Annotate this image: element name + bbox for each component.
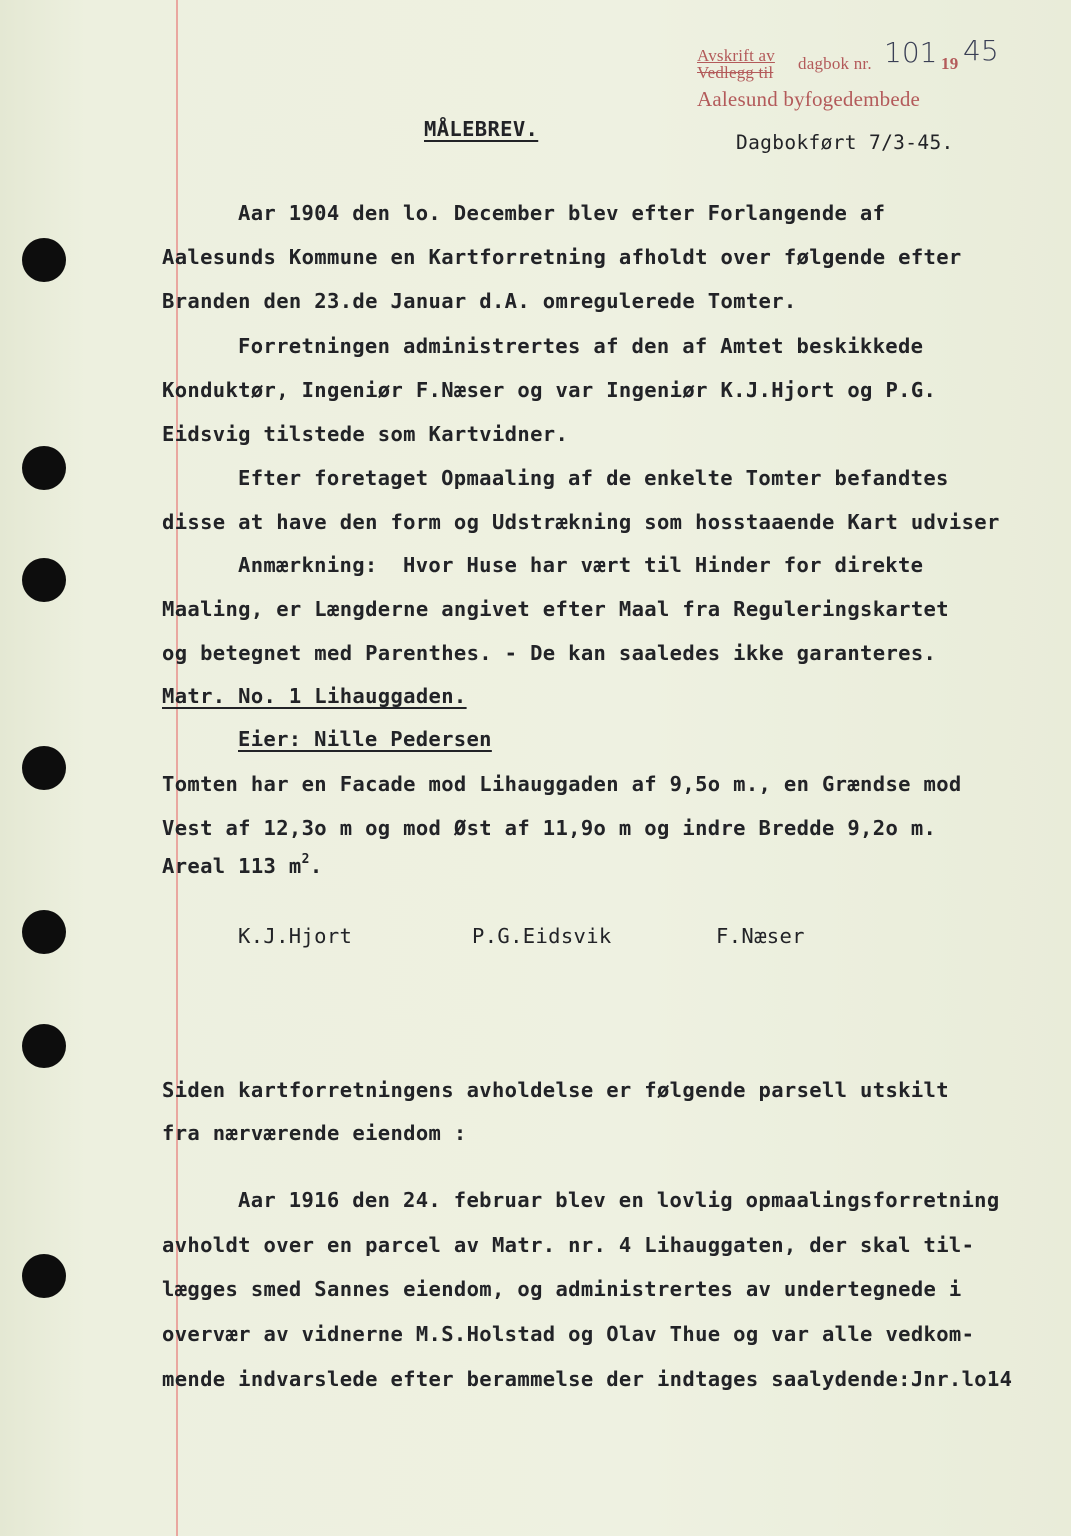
area-line	[162, 852, 323, 878]
stamp-copy-label: Avskrift av	[697, 46, 775, 65]
text-line: lægges smed Sannes eiendom, og administrertes av undertegnede i	[162, 1277, 962, 1301]
dagbok-date-line: Dagbokført 7/3-45.	[736, 131, 954, 154]
signature-naeser: F.Næser	[716, 924, 805, 948]
owner-line: Eier: Nille Pedersen	[238, 727, 492, 751]
text-line: Konduktør, Ingeniør F.Næser og var Ingeniør K.J.Hjort og P.G.	[162, 378, 937, 402]
text-line: Maaling, er Længderne angivet efter Maal fra Reguleringskartet	[162, 597, 949, 621]
stamp-year-prefix: 19	[941, 54, 959, 73]
punch-hole-icon	[22, 1254, 66, 1298]
document-title: MÅLEBREV.	[424, 117, 539, 141]
area-superscript: 2	[301, 852, 310, 867]
punch-hole-icon	[22, 746, 66, 790]
punch-hole-icon	[22, 446, 66, 490]
parcel-heading: Matr. No. 1 Lihauggaden.	[162, 684, 467, 708]
punch-hole-icon	[22, 1024, 66, 1068]
punch-hole-icon	[22, 238, 66, 282]
text-line: Tomten har en Facade mod Lihauggaden af 9,5o m., en Grændse mod	[162, 772, 962, 796]
text-line: disse at have den form og Udstrækning som hosstaaende Kart udviser	[162, 510, 1000, 534]
dagbok-number: 101	[884, 36, 938, 69]
text-line: Forretningen administrertes af den af Amtet beskikkede	[238, 334, 924, 358]
stamp-dagbok-label: dagbok nr.	[798, 54, 872, 73]
text-line: Branden den 23.de Januar d.A. omregulerede Tomter.	[162, 289, 797, 313]
year-suffix: 45	[963, 34, 999, 67]
text-line: Aalesunds Kommune en Kartforretning afholdt over følgende efter	[162, 245, 962, 269]
signature-eidsvik: P.G.Eidsvik	[472, 924, 612, 948]
margin-rule	[176, 0, 178, 1536]
text-line: Efter foretaget Opmaaling af de enkelte Tomter befandtes	[238, 466, 949, 490]
text-line: avholdt over en parcel av Matr. nr. 4 Lihauggaten, der skal til-	[162, 1233, 975, 1257]
text-line: Vest af 12,3o m og mod Øst af 11,9o m og indre Bredde 9,2o m.	[162, 816, 937, 840]
text-line: Siden kartforretningens avholdelse er følgende parsell utskilt	[162, 1078, 949, 1102]
punch-hole-icon	[22, 558, 66, 602]
text-line: Eidsvig tilstede som Kartvidner.	[162, 422, 569, 446]
text-line: Anmærkning: Hvor Huse har vært til Hinder for direkte	[238, 553, 924, 577]
signature-hjort: K.J.Hjort	[238, 924, 353, 948]
stamp-struck-label: Vedlegg til	[697, 63, 774, 82]
text-line: Aar 1904 den lo. December blev efter Forlangende af	[238, 201, 886, 225]
area-period: .	[309, 854, 323, 878]
text-line: fra nærværende eiendom :	[162, 1121, 467, 1145]
text-line: Aar 1916 den 24. februar blev en lovlig opmaalingsforretning	[238, 1188, 1000, 1212]
text-line: mende indvarslede efter berammelse der indtages saalydende:Jnr.lo14	[162, 1367, 1013, 1391]
punch-hole-icon	[22, 910, 66, 954]
text-line: overvær av vidnerne M.S.Holstad og Olav Thue og var alle vedkom-	[162, 1322, 975, 1346]
text-line: og betegnet med Parenthes. - De kan saaledes ikke garanteres.	[162, 641, 937, 665]
stamp-office: Aalesund byfogedembede	[697, 87, 921, 111]
area-text: Areal 113 m	[162, 854, 302, 878]
